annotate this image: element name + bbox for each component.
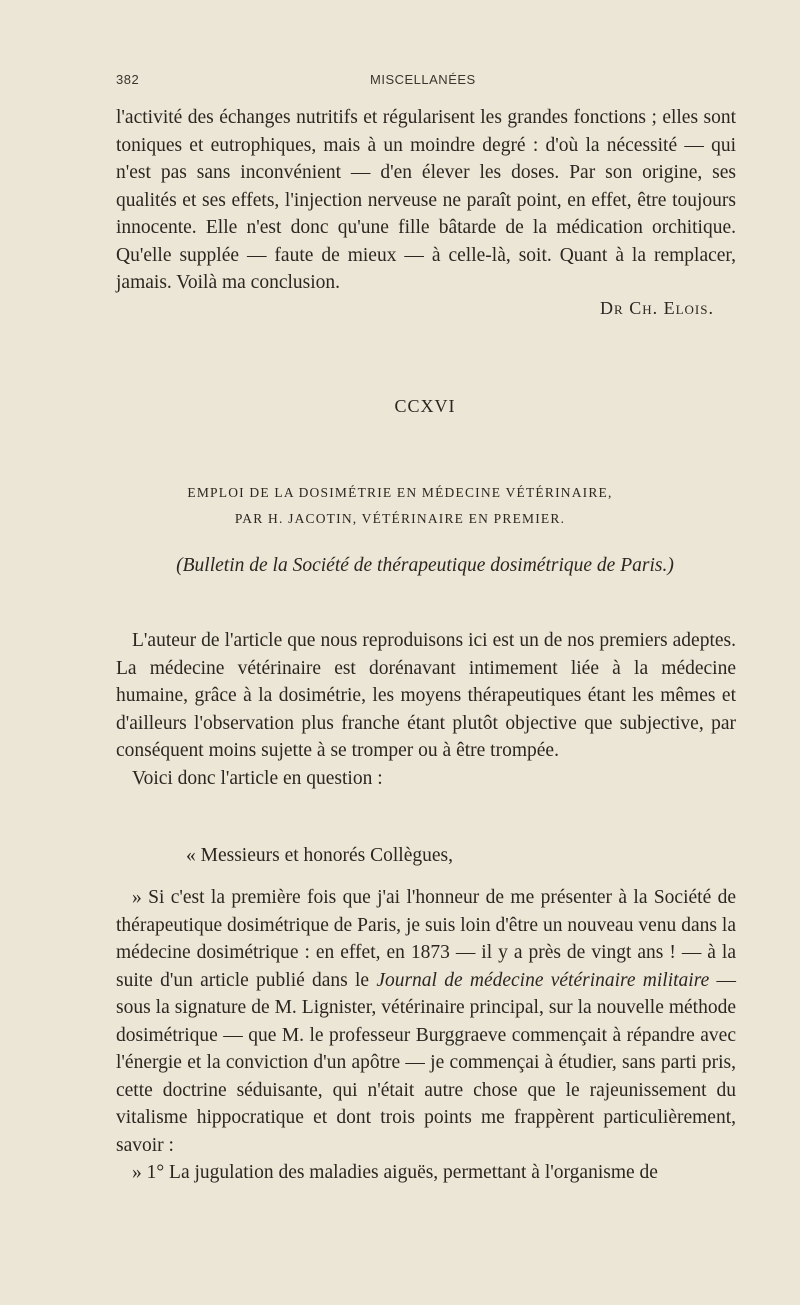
journal-title: Journal de médecine vétérinaire militaire [376,969,710,991]
article-title [0,480,800,532]
running-title: MISCELLANÉES [370,72,476,87]
closing-paragraph: l'activité des échanges nutritifs et régularisent les grandes fonctions ; elles sont toniques et eutrophiques, mais à un moindre degré : d'où la nécessité — qui n'est pas sans inconvénient — d'en élever les doses. Par son origine, ses qualités et ses effets, l'injection nerveuse ne paraît point, en effet, être toujours innocente. Elle n'est donc qu'une fille bâtarde de la médication orchitique. Qu'elle supplée — faute de mieux — à celle-là, soit. Quant à la remplacer, jamais. Voilà ma conclusion. [116,107,736,293]
letter-body [116,884,736,1187]
body-text-part: » Si c'est la première fois que j'ai l'honneur de me présenter à la Société de thérapeutique dosimétrique de Paris, je suis loin d'être un nouveau venu dans la médecine dosimétrique : en effet, en 1873 — il y a près de vingt ans ! — à la suite d'un article publié dans le [116,887,736,991]
lead-in-paragraph: Voici donc l'article en question : [132,767,383,789]
page-number: 382 [116,72,140,87]
author-signature: Dr Ch. Elois. [600,298,714,318]
body-paragraph [116,884,736,1159]
previous-article-conclusion [116,104,736,297]
article-source: (Bulletin de la Société de thérapeutique dosimétrique de Paris.) [176,555,674,576]
running-header [116,72,736,94]
body-paragraph: » 1° La jugulation des maladies aiguës, permettant à l'organisme de [132,1162,658,1183]
intro-paragraph: L'auteur de l'article que nous reproduisons ici est un de nos premiers adeptes. La médecine vétérinaire est dorénavant intimement liée à la médecine humaine, grâce à la dosimétrie, les moyens thérapeutiques étant les mêmes et d'ailleurs l'observation plus franche étant plutôt objective que subjective, par conséquent moins sujette à se tromper ou à être trompée. [116,630,736,761]
letter-greeting: « Messieurs et honorés Collègues, [186,845,454,866]
article-title-line-2: PAR H. JACOTIN, VÉTÉRINAIRE EN PREMIER. [234,511,566,526]
article-introduction [116,627,736,792]
article-number: CCXVI [394,396,456,416]
article-title-line-1: EMPLOI DE LA DOSIMÉTRIE EN MÉDECINE VÉTÉRINAIRE, [187,485,613,500]
body-text-part: — sous la signature de M. Lignister, vétérinaire principal, sur la nouvelle méthode dosimétrique — que M. le professeur Burggraeve commençait à répandre avec l'énergie et la conviction d'un apôtre — je commençai à étudier, sans parti pris, cette doctrine séduisante, qui n'était autre chose que le rajeunissement du vitalisme hippocratique et dont trois points me frappèrent particulièrement, savoir : [116,969,736,1156]
